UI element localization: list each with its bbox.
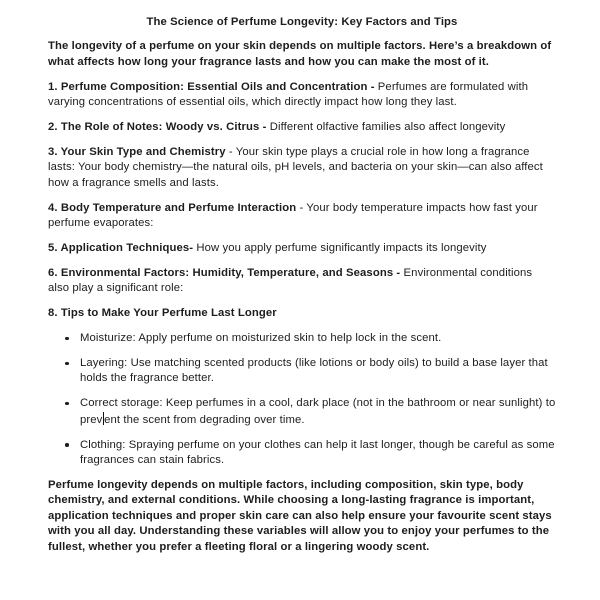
section-paragraph-5[interactable] [48, 241, 556, 256]
tip-item-clothing[interactable] [48, 438, 556, 469]
document-title[interactable]: The Science of Perfume Longevity: Key Factors and Tips [146, 16, 458, 28]
section-paragraph-6[interactable] [48, 266, 556, 297]
tip-text-before-caret: Correct storage: Keep perfumes in a cool, dark place (not in the bathroom or near sunlight) to prev [80, 397, 556, 426]
section-heading: 4. Body Temperature and Perfume Interaction [48, 201, 297, 214]
section-paragraph-1[interactable] [48, 80, 556, 111]
tips-list [48, 331, 556, 468]
tip-item-storage[interactable] [48, 396, 556, 428]
section-body: Environmental conditions also play a significant role: [48, 266, 533, 295]
section-heading: 3. Your Skin Type and Chemistry [48, 145, 226, 158]
bullet-icon [65, 337, 69, 341]
section-paragraph-3[interactable] [48, 145, 556, 191]
section-heading: 2. The Role of Notes: Woody vs. Citrus - [48, 121, 270, 134]
intro-paragraph[interactable]: The longevity of a perfume on your skin depends on multiple factors. Here’s a breakdown of what affects how long your fragrance lasts and how you can make the most of it. [48, 40, 552, 68]
tips-heading[interactable]: 8. Tips to Make Your Perfume Last Longer [48, 307, 277, 320]
section-heading: 5. Application Techniques- [48, 241, 194, 254]
bullet-icon [65, 402, 69, 406]
bullet-icon [65, 362, 69, 366]
bullet-icon [65, 443, 69, 447]
tip-text-after-caret: ent the scent from degrading over time. [104, 413, 305, 426]
section-body: - Your skin type plays a crucial role in how long a fragrance lasts: Your body chemistry—the natural oils, pH levels, and bacteria on your skin—can also affect how a fragrance smells and lasts. [48, 145, 543, 189]
section-heading: 1. Perfume Composition: Essential Oils and Concentration - [48, 80, 378, 93]
section-paragraph-2[interactable] [48, 120, 556, 135]
tip-text: Layering: Use matching scented products (like lotions or body oils) to build a base layer that holds the fragrance better. [80, 357, 548, 385]
section-body: How you apply perfume significantly impacts its longevity [193, 241, 487, 254]
section-body: Different olfactive families also affect longevity [269, 121, 506, 134]
tip-item-moisturize[interactable] [48, 331, 556, 346]
tip-text: Moisturize: Apply perfume on moisturized skin to help lock in the scent. [80, 332, 442, 345]
section-paragraph-4[interactable] [48, 201, 556, 232]
tip-item-layering[interactable] [48, 356, 556, 387]
section-body: - Your body temperature impacts how fast your perfume evaporates: [48, 201, 538, 230]
tip-text: Clothing: Spraying perfume on your clothes can help it last longer, though be careful as some fragrances can stain fabrics. [80, 438, 555, 467]
conclusion-paragraph[interactable]: Perfume longevity depends on multiple factors, including composition, skin type, body chemistry, and external conditions. While choosing a long-lasting fragrance is important, application techniques and proper skin care can also help ensure your favourite scent stays with you all day. Understanding these variables will allow you to enjoy your perfumes to the fullest, whether you prefer a fleeting floral or a lingering woody scent. [48, 478, 552, 553]
section-heading: 6. Environmental Factors: Humidity, Temperature, and Seasons - [48, 266, 404, 279]
section-body: Perfumes are formulated with varying concentrations of essential oils, which directly impact how long they last. [48, 80, 529, 109]
